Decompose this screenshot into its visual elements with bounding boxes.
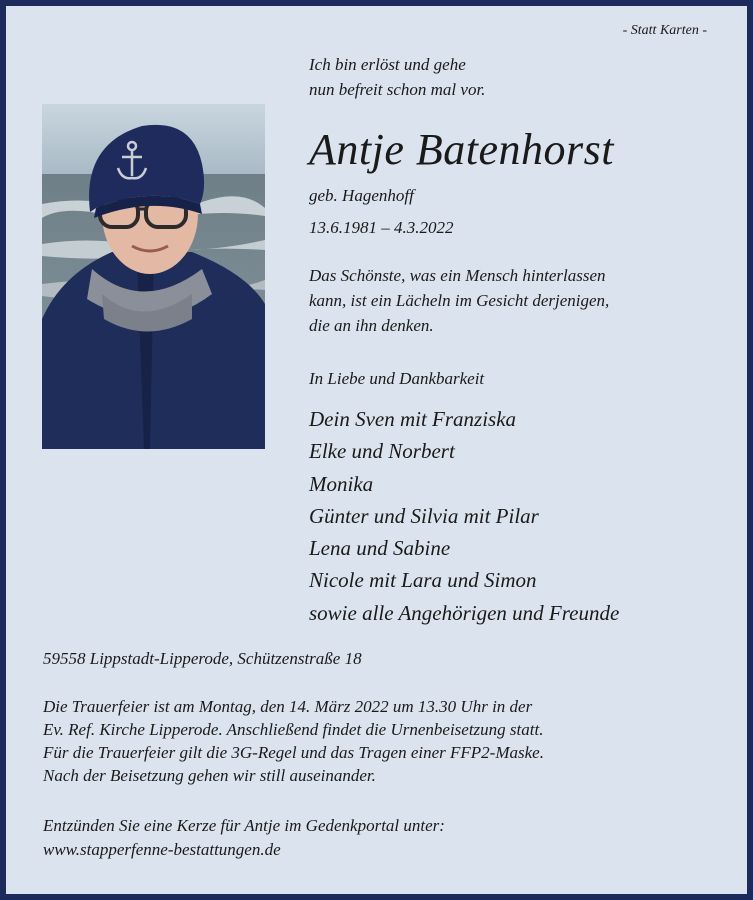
mourners-list bbox=[309, 403, 619, 629]
address: 59558 Lippstadt-Lipperode, Schützenstraße 18 bbox=[43, 649, 362, 668]
quote-line: kann, ist ein Lächeln im Gesicht derjenigen, bbox=[309, 291, 610, 310]
motto bbox=[309, 52, 485, 102]
birth-name: geb. Hagenhoff bbox=[309, 186, 414, 205]
service-line: Nach der Beisetzung gehen wir still auseinander. bbox=[43, 766, 376, 785]
quote-line: die an ihn denken. bbox=[309, 316, 434, 335]
service-line: Ev. Ref. Kirche Lipperode. Anschließend findet die Urnenbeisetzung statt. bbox=[43, 720, 544, 739]
mourners-intro: In Liebe und Dankbarkeit bbox=[309, 369, 485, 388]
motto-line: Ich bin erlöst und gehe bbox=[309, 55, 466, 74]
deceased-name: Antje Batenhorst bbox=[309, 125, 614, 174]
quote-line: Das Schönste, was ein Mensch hinterlassen bbox=[309, 266, 606, 285]
mourner-entry: Nicole mit Lara und Simon bbox=[309, 568, 537, 593]
obituary-card bbox=[6, 6, 747, 894]
statt-karten-note: - Statt Karten - bbox=[622, 23, 707, 38]
life-dates: 13.6.1981 – 4.3.2022 bbox=[309, 218, 454, 237]
motto-line: nun befreit schon mal vor. bbox=[309, 80, 486, 99]
mourner-entry: Lena und Sabine bbox=[309, 536, 451, 561]
service-line: Für die Trauerfeier gilt die 3G-Regel und das Tragen einer FFP2-Maske. bbox=[43, 743, 544, 762]
mourner-entry: Günter und Silvia mit Pilar bbox=[309, 503, 539, 528]
portal-text: Entzünden Sie eine Kerze für Antje im Gedenkportal unter: bbox=[43, 816, 445, 835]
service-line: Die Trauerfeier ist am Montag, den 14. März 2022 um 13.30 Uhr in der bbox=[43, 697, 533, 716]
mourner-entry: Dein Sven mit Franziska bbox=[309, 407, 517, 431]
memorial-portal bbox=[43, 814, 445, 862]
mourner-entry: Monika bbox=[309, 471, 374, 496]
portal-url-link[interactable]: www.stapperfenne-bestattungen.de bbox=[43, 840, 281, 859]
mourner-entry: sowie alle Angehörigen und Freunde bbox=[309, 600, 620, 625]
portrait-photo bbox=[42, 104, 265, 449]
mourner-entry: Elke und Norbert bbox=[309, 439, 455, 464]
quote bbox=[309, 263, 609, 338]
service-info bbox=[43, 695, 544, 787]
